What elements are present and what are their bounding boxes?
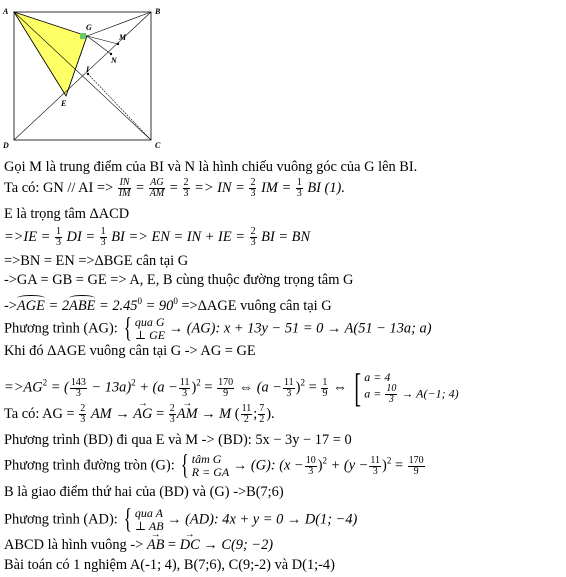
line-5: =>BN = EN =>ΔBGE cân tại G — [4, 253, 189, 269]
right-angle-mark — [80, 33, 86, 39]
label-d: D — [3, 141, 9, 150]
line-9: Khi đó ΔAGE vuông cân tại G -> AG = GE — [4, 343, 256, 359]
label-m: M — [119, 33, 127, 42]
line-12: Phương trình (BD) đi qua E và M -> (BD): 5x − 3y − 17 = 0 — [4, 432, 352, 448]
triangle-age — [14, 12, 87, 96]
line-10: $=>AG^2$ = ( $\frac{143}{3}$ − 13a)$^2$ + (a − $\frac{11}{3}$ )$^2$ = $\frac{170}{9}$ ⇔ (a − $\frac{11}{3}$ )$^2$ = $\frac{1}{9}$ ⇔ [ a = 4 a = $\frac{10}{3}$ → A(−1; 4) — [4, 365, 459, 410]
line-13: Phương trình đường tròn (G): { tâm G R = GA → (G): (x − $\frac{10}{3}$ )$^2$ + (y − $\frac{11}{3}$ )$^2$ = $\frac{170}{9}$ — [4, 450, 424, 481]
geometry-figure — [0, 0, 170, 152]
label-i: I — [86, 65, 90, 74]
label-a: A — [3, 7, 9, 16]
line-4: =>IE = $\frac{1}{3}$ DI = $\frac{1}{3}$ BI => EN = IN + IE = $\frac{2}{3}$ BI = BN — [4, 226, 311, 248]
line-17: Bài toán có 1 nghiệm A(-1; 4), B(7;6), C(9;-2) và D(1;-4) — [4, 557, 335, 573]
label-e: E — [61, 99, 67, 108]
line-ci — [88, 74, 151, 140]
line-7: $->AGE = 2ABE = 2.45^0 = 90^0 =>\Delta AGE$ vuông cân tại G — [4, 296, 332, 314]
line-6: ->GA = GB = GE => A, E, B cùng thuộc đường trọng tâm G — [4, 272, 354, 288]
line-gn — [87, 36, 111, 54]
label-b: B — [155, 7, 161, 16]
line-gm — [87, 36, 118, 44]
line-8: Phương trình (AG): { qua G ⊥ GE → (AG): x + 13y − 51 = 0 → A(51 − 13a; a) — [4, 313, 432, 344]
line-15: Phương trình (AD): { qua A ⊥ AB → (AD): 4x + y = 0 → D(1; −4) — [4, 504, 358, 535]
line-2: Ta có: GN // AI => $\frac{IN}{IM}$ = $\frac{AG}{AM}$ = $\frac{2}{3}$ => IN = $\frac{2}{3}$ IM = $\frac{1}{3}$ BI (1). — [4, 177, 345, 199]
line-16: ABCD là hình vuông -> → AB = → DC → C(9; −2) — [4, 537, 273, 553]
line-11: Ta có: AG = $\frac{2}{3}$ AM → → AG = $\frac{2}{3}$ → AM → M ( $\frac{11}{2}$ ; $\frac{7}{2}$ ). — [4, 404, 275, 425]
line-1: Gọi M là trung điểm của BI và N là hình chiếu vuông góc của G lên BI. — [4, 159, 418, 175]
label-g: G — [86, 23, 92, 32]
line-14: B là giao điểm thứ hai của (BD) và (G) ->B(7;6) — [4, 484, 284, 500]
line-3: E là trọng tâm ΔACD — [4, 206, 130, 222]
label-c: C — [155, 141, 161, 150]
label-n: N — [111, 56, 117, 65]
